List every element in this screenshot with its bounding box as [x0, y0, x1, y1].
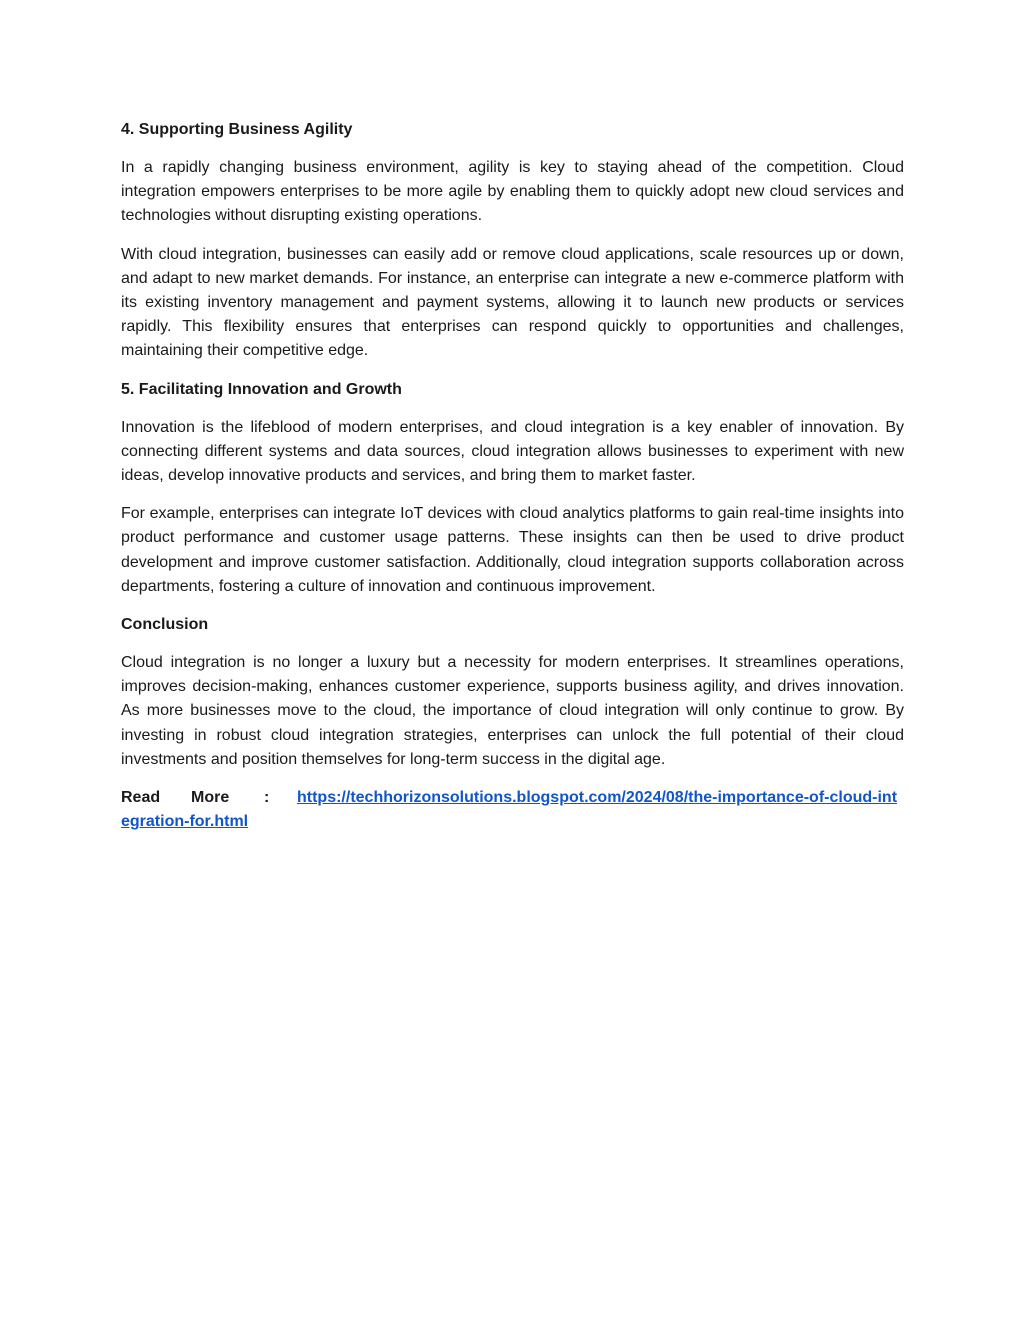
section-heading: 5. Facilitating Innovation and Growth: [121, 380, 402, 398]
paragraph: Cloud integration is no longer a luxury but a necessity for modern enterprises. It streamlines operations, improves decision-making, enhances customer experience, supports business agility, and drives innovation. As more businesses move to the cloud, the importance of cloud integration will only continue to grow. By investing in robust cloud integration strategies, enterprises can unlock the full potential of their cloud investments and position themselves for long-term success in the digital age.: [121, 654, 904, 768]
read-more-colon: :: [264, 789, 270, 807]
read-more-word-read: Read: [121, 789, 161, 807]
paragraph: Innovation is the lifeblood of modern enterprises, and cloud integration is a key enabler of innovation. By connecting different systems and data sources, cloud integration allows businesses to experiment with new ideas, develop innovative products and services, and bring them to market faster.: [121, 418, 904, 485]
section-heading: Conclusion: [121, 616, 209, 634]
section-business-agility: [121, 118, 904, 364]
read-more-word-more: More: [191, 789, 230, 807]
paragraph: For example, enterprises can integrate IoT devices with cloud analytics platforms to gain real-time insights into product performance and customer usage patterns. These insights can then be used to drive product development and improve customer satisfaction. Additionally, cloud integration supports collaboration across departments, fostering a culture of innovation and continuous improvement.: [121, 505, 904, 595]
read-more-link[interactable]: https://techhorizonsolutions.blogspot.com/2024/08/the-importance-of-cloud-integration-for.html: [121, 789, 898, 831]
section-conclusion: [121, 613, 904, 772]
paragraph: In a rapidly changing business environment, agility is key to staying ahead of the competition. Cloud integration empowers enterprises to be more agile by enabling them to quickly adopt new cloud services and technologies without disrupting existing operations.: [121, 159, 904, 225]
section-innovation-growth: [121, 378, 904, 599]
paragraph: With cloud integration, businesses can easily add or remove cloud applications, scale resources up or down, and adapt to new market demands. For instance, an enterprise can integrate a new e-commerce platform with its existing inventory management and payment systems, allowing it to launch new products or services rapidly. This flexibility ensures that enterprises can respond quickly to opportunities and challenges, maintaining their competitive edge.: [121, 245, 904, 360]
document-page: [121, 118, 904, 834]
read-more-label: [121, 786, 297, 810]
read-more-line: [121, 786, 904, 834]
section-heading: 4. Supporting Business Agility: [121, 121, 353, 138]
